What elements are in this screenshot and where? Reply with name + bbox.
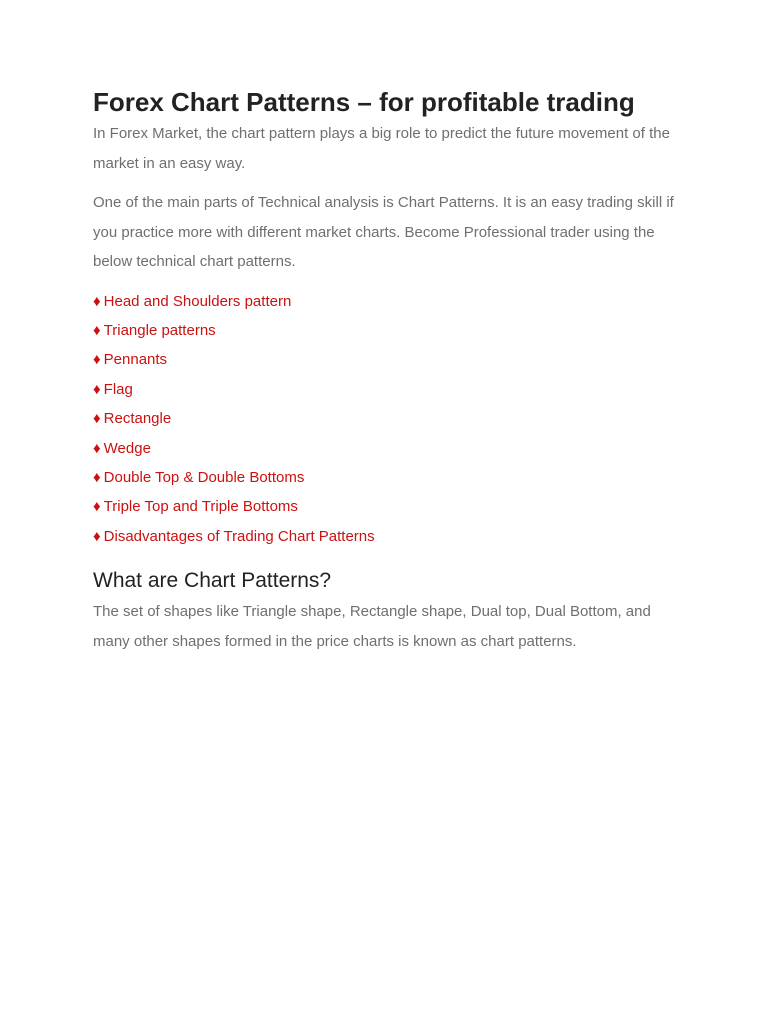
- diamond-bullet-icon: ♦: [93, 527, 101, 545]
- diamond-bullet-icon: ♦: [93, 439, 101, 457]
- section-paragraph: The set of shapes like Triangle shape, Rectangle shape, Dual top, Dual Bottom, and many other shapes formed in the price charts is known as chart patterns.: [93, 603, 651, 650]
- toc-link[interactable]: Double Top & Double Bottoms: [103, 468, 305, 486]
- intro-paragraph-1: In Forex Market, the chart pattern plays a big role to predict the future movement of the market in an easy way.: [93, 125, 670, 172]
- table-of-contents: [93, 287, 676, 552]
- toc-item-triangle-patterns[interactable]: [93, 316, 676, 345]
- toc-link[interactable]: Rectangle: [103, 410, 172, 428]
- diamond-bullet-icon: ♦: [93, 292, 101, 310]
- diamond-bullet-icon: ♦: [93, 410, 101, 428]
- toc-item-wedge[interactable]: [93, 434, 676, 463]
- toc-item-triple-top-bottoms[interactable]: [93, 492, 676, 521]
- diamond-bullet-icon: ♦: [93, 351, 101, 369]
- toc-link[interactable]: Head and Shoulders pattern: [103, 292, 292, 310]
- diamond-bullet-icon: ♦: [93, 321, 101, 339]
- article-title: Forex Chart Patterns – for profitable trading: [93, 87, 635, 117]
- toc-link[interactable]: Pennants: [103, 351, 168, 369]
- toc-link[interactable]: Flag: [103, 380, 133, 398]
- toc-link[interactable]: Disadvantages of Trading Chart Patterns: [103, 527, 375, 545]
- toc-link[interactable]: Triple Top and Triple Bottoms: [103, 498, 298, 516]
- toc-link[interactable]: Wedge: [103, 439, 151, 457]
- toc-item-disadvantages[interactable]: [93, 522, 676, 551]
- toc-item-pennants[interactable]: [93, 345, 676, 374]
- diamond-bullet-icon: ♦: [93, 380, 101, 398]
- section-heading: What are Chart Patterns?: [93, 569, 332, 593]
- diamond-bullet-icon: ♦: [93, 468, 101, 486]
- intro-paragraph-2: One of the main parts of Technical analysis is Chart Patterns. It is an easy trading skill if you practice more with different market charts. Become Professional trader using the below technical chart patterns.: [93, 194, 674, 270]
- toc-link[interactable]: Triangle patterns: [103, 321, 216, 339]
- toc-item-flag[interactable]: [93, 375, 676, 404]
- diamond-bullet-icon: ♦: [93, 498, 101, 516]
- toc-item-head-and-shoulders[interactable]: [93, 287, 676, 316]
- toc-item-double-top-bottoms[interactable]: [93, 463, 676, 492]
- toc-item-rectangle[interactable]: [93, 404, 676, 433]
